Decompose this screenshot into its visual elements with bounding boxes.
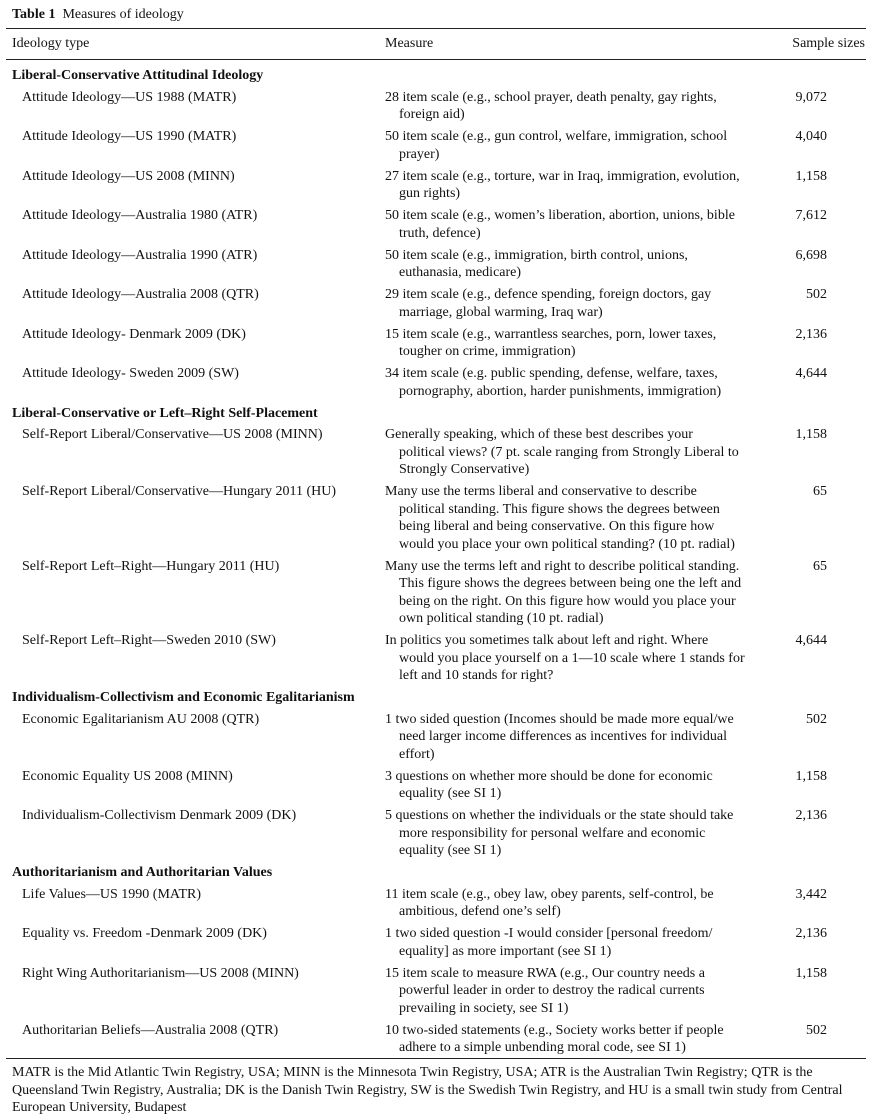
sample-size-cell: 3,442 [795, 886, 827, 902]
measure-line: 15 item scale (e.g., warrantless searches, porn, lower taxes, [385, 326, 717, 342]
table-caption [12, 6, 184, 24]
measure-line: pornography, abortion, harder punishments, immigration) [399, 383, 722, 399]
sample-size-cell: 502 [806, 287, 827, 302]
measure-line: Strongly Conservative) [399, 462, 530, 477]
sample-size-cell: 65 [813, 484, 827, 499]
sample-size-cell: 1,158 [795, 168, 827, 184]
measure-line: would you place yourself on a 1—10 scale where 1 stands for [399, 650, 745, 666]
measure-line: gun rights) [399, 186, 461, 201]
header-rule [6, 59, 866, 60]
ideology-type-cell: Attitude Ideology—US 1990 (MATR) [22, 129, 237, 144]
sample-size-cell: 1,158 [795, 427, 827, 442]
header-ideology-type: Ideology type [12, 36, 90, 51]
ideology-type-cell: Self-Report Left–Right—Hungary 2011 (HU) [22, 558, 280, 574]
measure-line: would you place your own political standing? (10 pt. radial) [399, 536, 735, 552]
measure-line: Generally speaking, which of these best describes your [385, 427, 693, 442]
sample-size-cell: 65 [813, 558, 827, 574]
measure-cell [385, 886, 770, 921]
ideology-type-cell: Attitude Ideology—Australia 1980 (ATR) [22, 208, 258, 223]
sample-size-cell: 4,644 [795, 633, 827, 648]
measure-line: Many use the terms liberal and conservative to describe [385, 484, 697, 499]
ideology-type-cell: Attitude Ideology—Australia 2008 (QTR) [22, 287, 259, 302]
sample-size-cell: 2,136 [795, 326, 827, 342]
table-title: Measures of ideology [62, 7, 184, 22]
measure-line: own political standing (10 pt. radial) [399, 611, 604, 626]
header-measure: Measure [385, 36, 434, 51]
sample-size-cell: 502 [806, 711, 827, 727]
sample-size-cell: 1,158 [795, 965, 827, 981]
measure-cell [385, 1022, 770, 1057]
measure-line: tougher on crime, immigration) [399, 344, 576, 359]
measure-line: 27 item scale (e.g., torture, war in Iraq, immigration, evolution, [385, 168, 740, 184]
ideology-type-cell: Life Values—US 1990 (MATR) [22, 886, 202, 902]
section-heading: Individualism-Collectivism and Economic Egalitarianism [12, 690, 355, 705]
ideology-type-cell: Self-Report Liberal/Conservative—US 2008 (MINN) [22, 427, 323, 442]
measure-line: 3 questions on whether more should be done for economic [385, 768, 713, 784]
section-heading: Authoritarianism and Authoritarian Values [12, 865, 273, 880]
measure-line: prevailing in society, see SI 1) [399, 1000, 569, 1016]
measure-line: 10 two-sided statements (e.g., Society works better if people [385, 1022, 724, 1038]
measure-cell [385, 326, 770, 361]
measure-line: truth, defence) [399, 225, 481, 241]
measure-line: In politics you sometimes talk about left and right. Where [385, 633, 709, 648]
measure-cell [385, 168, 770, 203]
measure-cell [385, 426, 770, 479]
measure-line: 5 questions on whether the individuals or the state should take [385, 808, 734, 823]
ideology-type-cell: Individualism-Collectivism Denmark 2009 (DK) [22, 808, 297, 823]
measure-line: being liberal and being conservative. On this figure how [399, 519, 715, 534]
sample-size-cell: 6,698 [795, 247, 827, 263]
sample-size-cell: 1,158 [795, 768, 827, 784]
measure-cell [385, 965, 770, 1018]
measure-line: 29 item scale (e.g., defence spending, foreign doctors, gay [385, 287, 712, 302]
measure-line: prayer) [399, 146, 440, 162]
measure-cell [385, 632, 770, 685]
measure-line: 50 item scale (e.g., immigration, birth control, unions, [385, 247, 688, 263]
measure-cell [385, 207, 770, 242]
measure-cell [385, 807, 770, 860]
bottom-rule [6, 1058, 866, 1059]
ideology-type-cell: Attitude Ideology- Sweden 2009 (SW) [22, 366, 239, 381]
section-heading: Liberal-Conservative or Left–Right Self-Placement [12, 405, 318, 421]
measure-line: 1 two sided question -I would consider [personal freedom/ [385, 926, 713, 941]
measure-line: euthanasia, medicare) [399, 265, 522, 280]
measure-cell [385, 711, 770, 764]
section-heading: Liberal-Conservative Attitudinal Ideology [12, 68, 264, 83]
measure-line: effort) [399, 746, 435, 762]
measure-cell [385, 247, 770, 282]
ideology-type-cell: Right Wing Authoritarianism—US 2008 (MINN) [22, 965, 299, 981]
table-footnote: MATR is the Mid Atlantic Twin Registry, USA; MINN is the Minnesota Twin Registry, USA; ATR is the Australian Twin Registry; QTR is the Queensland Twin Registry, Australia; DK is the Danish Twin Registry, SW is the Swedish Twin Registry, and HU is a small twin study from Central European University, Budapest [12, 1065, 843, 1115]
measure-line: left and 10 stands for right? [399, 668, 554, 683]
top-rule [6, 28, 866, 29]
measure-cell [385, 128, 770, 163]
measure-line: marriage, global warming, Iraq war) [399, 304, 603, 320]
ideology-type-cell: Attitude Ideology- Denmark 2009 (DK) [22, 326, 246, 342]
measure-line: Many use the terms left and right to describe political standing. [385, 558, 740, 574]
measure-line: more responsibility for personal welfare and economic [399, 825, 706, 841]
measure-line: 11 item scale (e.g., obey law, obey parents, self-control, be [385, 886, 714, 902]
measure-line: adhere to a simple unbending moral code, see SI 1) [399, 1040, 686, 1055]
measure-line: powerful leader in order to destroy the radical currents [399, 983, 705, 998]
ideology-type-cell: Equality vs. Freedom -Denmark 2009 (DK) [22, 926, 267, 941]
measure-line: equality (see SI 1) [399, 786, 502, 801]
measure-cell [385, 89, 770, 124]
measure-line: 15 item scale to measure RWA (e.g., Our country needs a [385, 965, 705, 981]
measure-line: 28 item scale (e.g., school prayer, death penalty, gay rights, [385, 89, 717, 105]
measure-line: equality] as more important (see SI 1) [399, 943, 612, 959]
measure-line: 34 item scale (e.g. public spending, defense, welfare, taxes, [385, 366, 718, 381]
measure-line: need larger income differences as incentives for individual [399, 729, 727, 744]
measure-line: ambitious, defend one’s self) [399, 904, 561, 919]
measure-cell [385, 286, 770, 321]
ideology-type-cell: Self-Report Left–Right—Sweden 2010 (SW) [22, 633, 276, 648]
sample-size-cell: 4,644 [795, 366, 827, 381]
measure-line: This figure shows the degrees between being one the left and [399, 576, 742, 591]
measure-line: equality (see SI 1) [399, 843, 502, 858]
ideology-type-cell: Authoritarian Beliefs—Australia 2008 (QTR) [22, 1022, 279, 1038]
ideology-type-cell: Self-Report Liberal/Conservative—Hungary 2011 (HU) [22, 484, 337, 499]
ideology-type-cell: Attitude Ideology—Australia 1990 (ATR) [22, 247, 258, 263]
ideology-type-cell: Economic Equality US 2008 (MINN) [22, 768, 233, 784]
measure-line: political views? (7 pt. scale ranging from Strongly Liberal to [399, 444, 739, 460]
ideology-type-cell: Attitude Ideology—US 1988 (MATR) [22, 89, 237, 105]
sample-size-cell: 502 [806, 1022, 827, 1038]
sample-size-cell: 2,136 [795, 808, 827, 823]
measure-cell [385, 768, 770, 803]
measure-line: being on the right. On this figure how would you place your [399, 593, 736, 609]
header-sample-sizes: Sample sizes [792, 36, 865, 51]
measure-cell [385, 558, 770, 628]
sample-size-cell: 2,136 [795, 926, 827, 941]
ideology-type-cell: Attitude Ideology—US 2008 (MINN) [22, 168, 235, 184]
sample-size-cell: 9,072 [795, 89, 827, 105]
measure-cell [385, 365, 770, 400]
sample-size-cell: 7,612 [795, 208, 827, 223]
table-label: Table 1 [12, 7, 56, 22]
ideology-type-cell: Economic Egalitarianism AU 2008 (QTR) [22, 711, 260, 727]
sample-size-cell: 4,040 [795, 129, 827, 144]
measure-line: foreign aid) [399, 107, 465, 122]
measure-line: political standing. This figure shows the degrees between [399, 501, 720, 517]
measure-line: 50 item scale (e.g., women’s liberation, abortion, unions, bible [385, 208, 735, 223]
measure-cell [385, 483, 770, 553]
measure-cell [385, 925, 770, 960]
measure-line: 1 two sided question (Incomes should be made more equal/we [385, 711, 734, 727]
measure-line: 50 item scale (e.g., gun control, welfare, immigration, school [385, 129, 728, 144]
